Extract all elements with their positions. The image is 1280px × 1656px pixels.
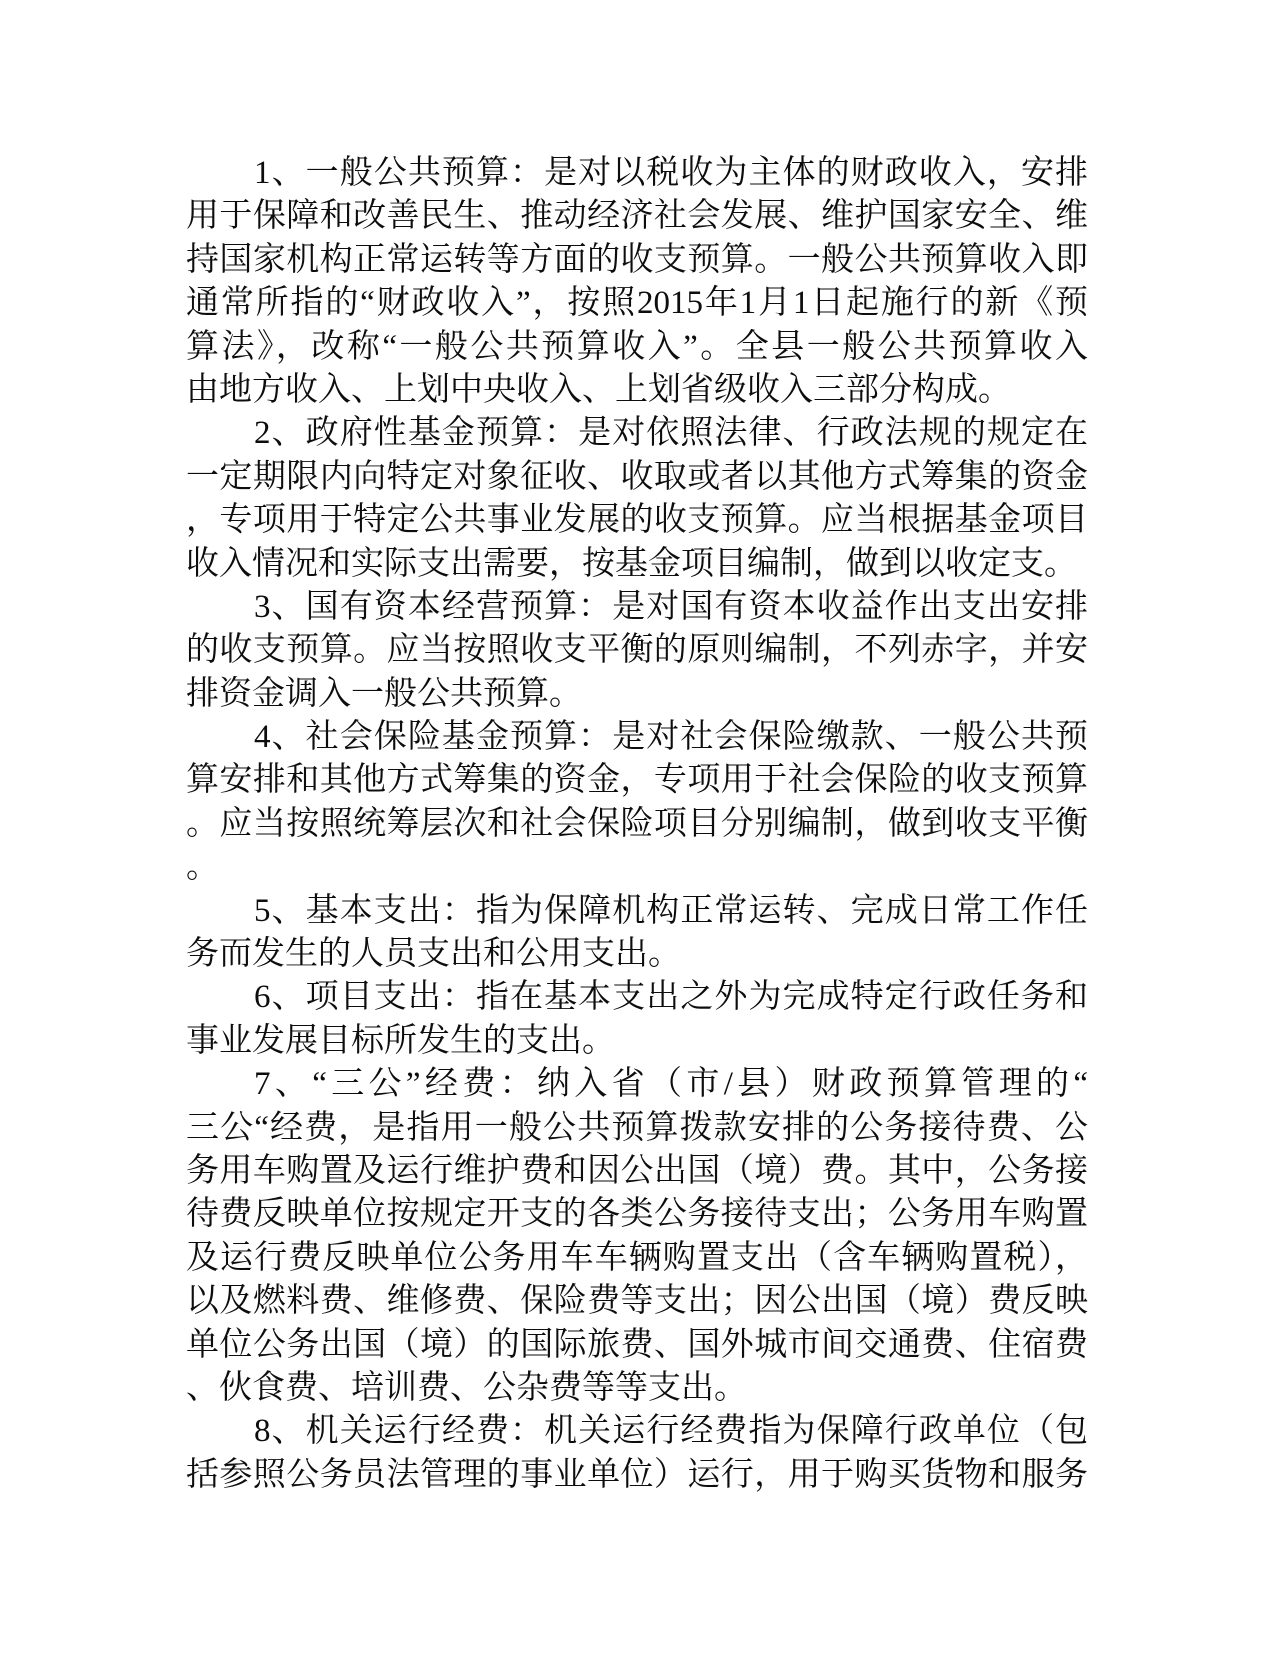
text-line: 单位公务出国（境）的国际旅费、国外城市间交通费、住宿费 — [186, 1326, 1088, 1363]
text-line: 以及燃料费、维修费、保险费等支出；因公出国（境）费反映 — [186, 1283, 1088, 1320]
text-line: 2、政府性基金预算：是对依照法律、行政法规的规定在 — [254, 415, 1088, 452]
text-line: 务用车购置及运行维护费和因公出国（境）费。其中，公务接 — [186, 1152, 1088, 1189]
text-line: 的收支预算。应当按照收支平衡的原则编制，不列赤字，并安 — [186, 632, 1088, 669]
text-line: 1、一般公共预算：是对以税收为主体的财政收入，安排 — [254, 155, 1088, 191]
text-line: 。 — [186, 849, 219, 886]
text-line: 、伙食费、培训费、公杂费等等支出。 — [186, 1369, 747, 1406]
text-line: 排资金调入一般公共预算。 — [186, 675, 582, 712]
text-line: 由地方收入、上划中央收入、上划省级收入三部分构成。 — [186, 371, 1011, 408]
text-line: 6、项目支出：指在基本支出之外为完成特定行政任务和 — [254, 979, 1088, 1016]
text-line: 7、“三公”经费：纳入省（市/县）财政预算管理的“ — [254, 1066, 1088, 1103]
text-line: 括参照公务员法管理的事业单位）运行，用于购买货物和服务 — [186, 1456, 1088, 1493]
text-line: 3、国有资本经营预算：是对国有资本收益作出支出安排 — [254, 588, 1088, 625]
text-line: 及运行费反映单位公务用车车辆购置支出（含车辆购置税）， — [186, 1239, 1088, 1276]
text-line: 5、基本支出：指为保障机构正常运转、完成日常工作任 — [254, 892, 1088, 929]
text-line: 收入情况和实际支出需要，按基金项目编制，做到以收定支。 — [186, 545, 1077, 582]
text-line: 一定期限内向特定对象征收、收取或者以其他方式筹集的资金 — [186, 458, 1088, 495]
text-line: 三公“经费，是指用一般公共预算拨款安排的公务接待费、公 — [186, 1109, 1088, 1146]
text-line: 。应当按照统筹层次和社会保险项目分别编制，做到收支平衡 — [186, 805, 1088, 842]
text-line: 持国家机构正常运转等方面的收支预算。一般公共预算收入即 — [186, 241, 1088, 278]
text-line: 4、社会保险基金预算：是对社会保险缴款、一般公共预 — [254, 719, 1088, 756]
text-line: 通常所指的“财政收入”，按照2015年1月1日起施行的新《预 — [186, 285, 1088, 322]
text-line: 待费反映单位按规定开支的各类公务接待支出；公务用车购置 — [186, 1196, 1088, 1233]
text-line: 用于保障和改善民生、推动经济社会发展、维护国家安全、维 — [186, 198, 1088, 235]
text-line: 算安排和其他方式筹集的资金，专项用于社会保险的收支预算 — [186, 762, 1088, 799]
text-line: ，专项用于特定公共事业发展的收支预算。应当根据基金项目 — [186, 502, 1088, 539]
text-line: 事业发展目标所发生的支出。 — [186, 1022, 615, 1059]
text-line: 务而发生的人员支出和公用支出。 — [186, 936, 681, 973]
text-line: 8、机关运行经费：机关运行经费指为保障行政单位（包 — [254, 1413, 1088, 1450]
text-line: 算法》，改称“一般公共预算收入”。全县一般公共预算收入 — [186, 328, 1088, 365]
document-text-block — [186, 152, 1088, 1497]
